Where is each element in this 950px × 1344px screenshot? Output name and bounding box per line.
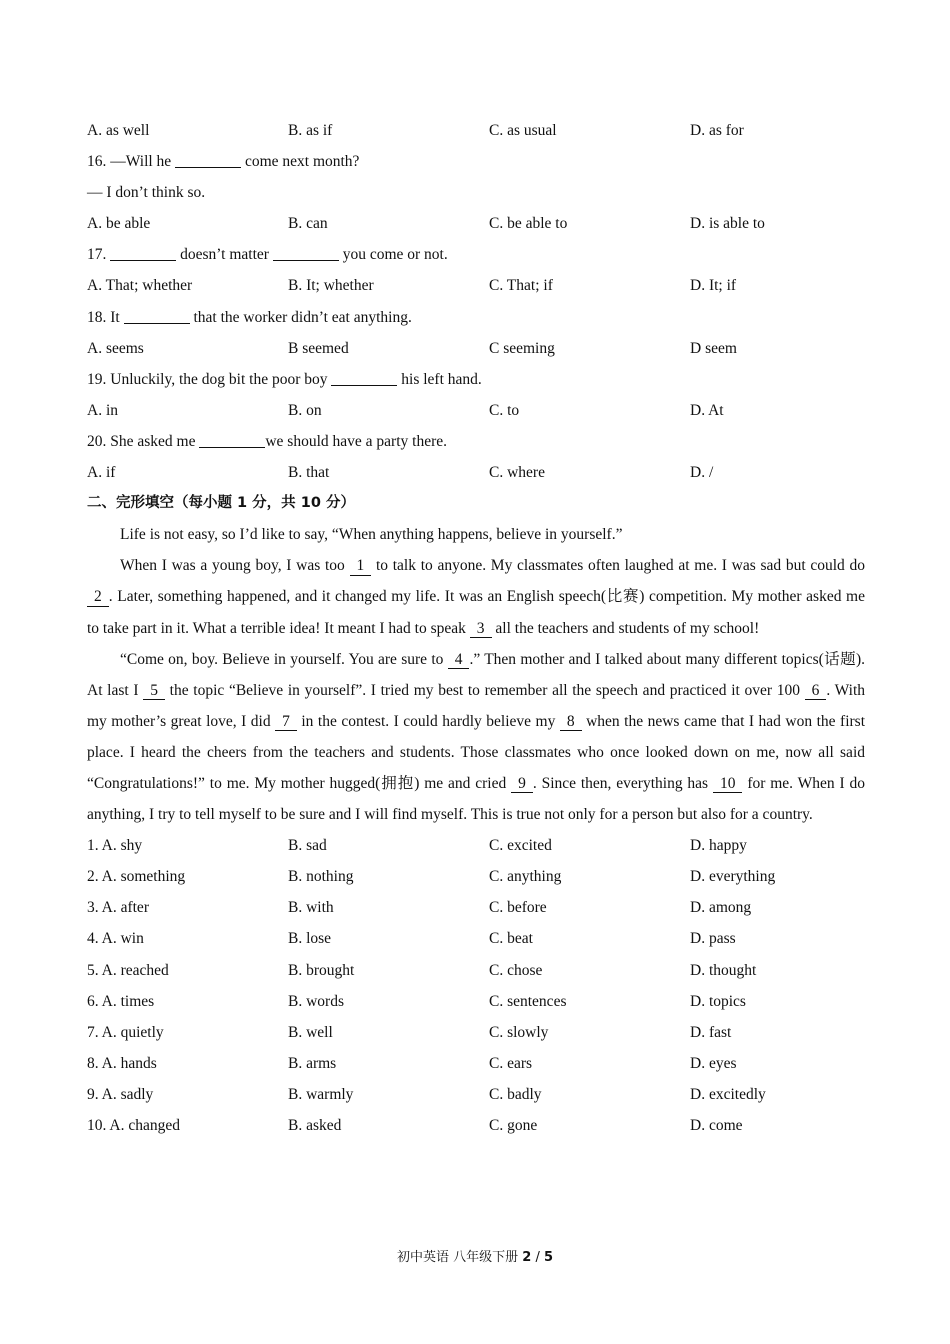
page-number: 2 xyxy=(522,1250,532,1265)
answer-blank xyxy=(110,244,176,261)
text-segment: “Come on, boy. Believe in yourself. You are sure to xyxy=(120,650,444,668)
text-segment: 9. A. sadly xyxy=(87,1085,154,1103)
text-segment: Life is not easy, so I’d like to say, “When anything happens, believe in yourself.” xyxy=(120,526,623,544)
option-a: A. That; whether xyxy=(87,277,193,295)
text-segment: B. arms xyxy=(288,1054,337,1072)
text-segment: D. everything xyxy=(690,868,776,886)
text-segment: D. topics xyxy=(690,992,746,1010)
option-b: B. on xyxy=(288,401,322,419)
text-segment: B. warmly xyxy=(288,1085,354,1103)
option-c: C. where xyxy=(489,464,545,482)
option-d: D. At xyxy=(690,401,724,419)
text-segment: 20. She asked me xyxy=(87,432,196,450)
option-d: D. as for xyxy=(690,122,744,139)
text-segment: B. lose xyxy=(288,930,332,948)
page-total: 5 xyxy=(543,1250,554,1265)
text-segment: 2. A. something xyxy=(87,868,186,886)
text-segment: C. beat xyxy=(489,930,533,948)
text-segment: when the news came that I had won the first place. I heard the cheers from the teachers and students. Those classmates who once looked down on me, now all said “Congratulations!” to me. My mother hugged(拥抱) me and cried xyxy=(87,712,866,792)
passage-paragraph-2 xyxy=(87,550,865,643)
option-b: B. can xyxy=(288,215,328,233)
text-segment: C. slowly xyxy=(489,1023,549,1041)
text-segment: .” Then mother and I talked about many different topics(话题). At last I xyxy=(87,650,866,699)
q15-options xyxy=(87,115,865,146)
cloze-blank: 8 xyxy=(560,714,582,731)
section-title: 二、完形填空（每小题 1 分，共 10 分） xyxy=(87,495,355,512)
q18-options xyxy=(87,333,865,364)
option-a: A. be able xyxy=(87,215,151,233)
option-c: C. That; if xyxy=(489,277,553,295)
text-segment: 6. A. times xyxy=(87,992,155,1010)
q19-stem xyxy=(87,364,865,395)
cloze-blank: 6 xyxy=(805,683,827,700)
text-segment: B. with xyxy=(288,899,334,917)
text-segment: his left hand. xyxy=(401,370,482,388)
option-a: A. in xyxy=(87,401,118,419)
cloze-options-row xyxy=(87,830,865,861)
cloze-options-row xyxy=(87,955,865,986)
text-segment: all the teachers and students of my school! xyxy=(495,619,760,637)
option-b: B. as if xyxy=(288,122,333,139)
cloze-blank: 4 xyxy=(448,652,470,669)
footer-label: 初中英语 八年级下册 xyxy=(396,1250,519,1265)
text-segment: you come or not. xyxy=(342,246,448,264)
text-segment: C. ears xyxy=(489,1054,533,1072)
text-segment: 8. A. hands xyxy=(87,1054,157,1072)
option-a: A. seems xyxy=(87,339,144,357)
text-segment: 1. A. shy xyxy=(87,837,143,855)
answer-blank xyxy=(273,244,339,261)
text-segment: B. nothing xyxy=(288,868,354,886)
text-segment: When I was a young boy, I was too xyxy=(120,557,345,575)
text-segment: C. badly xyxy=(489,1085,542,1103)
q17-options xyxy=(87,270,865,301)
answer-blank xyxy=(175,151,241,168)
answer-blank xyxy=(124,307,190,324)
text-segment: . With my mother’s great love, I did xyxy=(87,681,866,730)
text-segment: . Since then, everything has xyxy=(532,774,709,792)
passage-paragraph-1 xyxy=(87,519,865,550)
text-segment: 4. A. win xyxy=(87,930,144,948)
text-segment: 19. Unluckily, the dog bit the poor boy xyxy=(87,370,328,388)
text-segment: B. brought xyxy=(288,961,355,979)
q16-stem xyxy=(87,146,865,177)
option-a: A. if xyxy=(87,464,116,482)
answer-blank xyxy=(199,431,265,448)
q19-options xyxy=(87,395,865,426)
text-segment: doesn’t matter xyxy=(180,246,269,264)
option-c: C seeming xyxy=(489,339,555,357)
q16-reply: — I don’t think so. xyxy=(87,184,206,202)
text-segment: 7. A. quietly xyxy=(87,1023,164,1041)
option-c: C. to xyxy=(489,401,520,419)
option-d: D seem xyxy=(690,339,737,357)
page-footer xyxy=(0,1246,950,1265)
text-segment: for me. When I do anything, I try to tell myself to be sure and I will find myself. This is true not only for a person but also for a country. xyxy=(87,774,865,824)
cloze-options-row xyxy=(87,1017,865,1048)
cloze-blank: 7 xyxy=(275,714,297,731)
option-b: B. It; whether xyxy=(288,277,374,295)
cloze-blank: 2 xyxy=(87,589,109,606)
text-segment: D. pass xyxy=(690,930,736,948)
cloze-options-row xyxy=(87,861,865,892)
text-segment: 3. A. after xyxy=(87,899,149,917)
text-segment: D. thought xyxy=(690,961,757,979)
text-segment: D. among xyxy=(690,899,752,917)
text-segment: 16. —Will he xyxy=(87,153,172,171)
text-segment: that the worker didn’t eat anything. xyxy=(193,308,412,326)
cloze-options-row xyxy=(87,892,865,923)
option-c: C. as usual xyxy=(489,122,557,139)
q16-options xyxy=(87,208,865,239)
cloze-blank: 1 xyxy=(350,558,372,575)
text-segment: C. sentences xyxy=(489,992,567,1010)
option-c: C. be able to xyxy=(489,215,568,233)
text-segment: D. excitedly xyxy=(690,1085,766,1103)
text-segment: 5. A. reached xyxy=(87,961,169,979)
text-segment: D. happy xyxy=(690,837,747,855)
text-segment: C. before xyxy=(489,899,547,917)
exam-page xyxy=(87,115,865,1141)
text-segment: D. eyes xyxy=(690,1054,737,1072)
answer-blank xyxy=(331,369,397,386)
text-segment: 17. xyxy=(87,246,107,264)
text-segment: come next month? xyxy=(244,153,360,171)
q17-stem xyxy=(87,239,865,270)
text-segment: B. words xyxy=(288,992,344,1010)
page-separator: / xyxy=(535,1250,540,1265)
q20-stem xyxy=(87,426,865,457)
text-segment: B. asked xyxy=(288,1117,342,1134)
option-d: D. is able to xyxy=(690,215,765,233)
cloze-options-row xyxy=(87,1079,865,1110)
text-segment: 18. It xyxy=(87,308,120,326)
text-segment: in the contest. I could hardly believe my xyxy=(301,712,556,730)
text-segment: C. chose xyxy=(489,961,543,979)
q18-stem xyxy=(87,302,865,333)
text-segment: we should have a party there. xyxy=(265,432,447,450)
cloze-blank: 5 xyxy=(143,683,165,700)
text-segment: C. gone xyxy=(489,1117,538,1134)
text-segment: D. fast xyxy=(690,1023,732,1041)
cloze-blank: 9 xyxy=(511,776,533,793)
option-a: A. as well xyxy=(87,122,150,139)
text-segment: . Later, something happened, and it changed my life. It was an English speech(比赛) competition. My mother asked me to take part in it. What a terrible idea! It meant I had to speak xyxy=(87,588,865,637)
cloze-blank: 3 xyxy=(470,621,492,638)
cloze-options-row xyxy=(87,1048,865,1079)
option-d: D. It; if xyxy=(690,277,737,295)
text-segment: 10. A. changed xyxy=(87,1117,180,1134)
text-segment: B. well xyxy=(288,1023,333,1041)
cloze-options-row xyxy=(87,923,865,954)
text-segment: C. anything xyxy=(489,868,562,886)
text-segment: D. come xyxy=(690,1117,743,1134)
option-b: B. that xyxy=(288,464,330,482)
text-segment: to talk to anyone. My classmates often laughed at me. I was sad but could do xyxy=(375,557,866,575)
option-d: D. / xyxy=(690,464,714,482)
cloze-options-row xyxy=(87,986,865,1017)
text-segment: the topic “Believe in yourself”. I tried my best to remember all the speech and practiced it over 100 xyxy=(169,681,800,699)
cloze-blank: 10 xyxy=(713,776,743,793)
cloze-options-row xyxy=(87,1110,865,1141)
option-b: B seemed xyxy=(288,339,349,357)
q20-options xyxy=(87,457,865,488)
text-segment: B. sad xyxy=(288,837,327,855)
text-segment: C. excited xyxy=(489,837,552,855)
passage-paragraph-3 xyxy=(87,644,865,831)
